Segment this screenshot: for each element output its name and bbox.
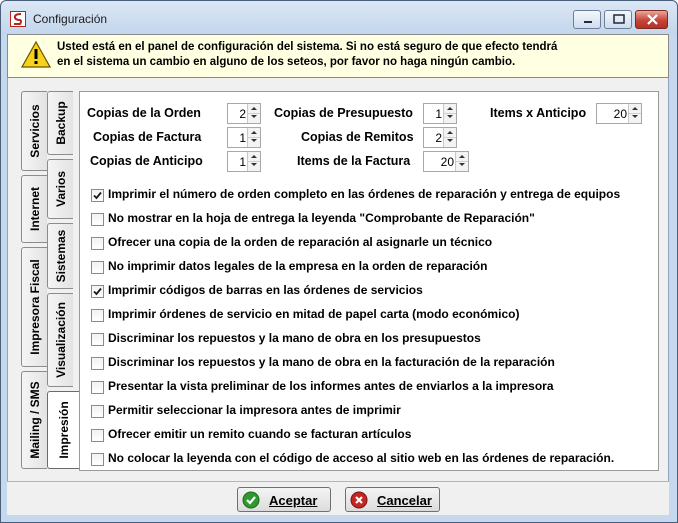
tab-internet[interactable] (21, 175, 47, 243)
copias-presupuesto-spinner[interactable] (423, 103, 457, 124)
option-checkbox[interactable] (91, 429, 104, 442)
option-checkbox[interactable] (91, 285, 104, 298)
copias-orden-value: 2 (239, 107, 246, 121)
copias-anticipo-label: Copias de Anticipo (90, 154, 203, 168)
copias-anticipo-spinner[interactable] (227, 151, 261, 172)
tab-visualizacion[interactable] (47, 293, 73, 387)
window-title: Configuración (33, 12, 108, 26)
option-label: Imprimir órdenes de servicio en mitad de papel carta (modo económico) (108, 307, 520, 321)
tab-servicios[interactable] (21, 91, 47, 171)
tab-internet-label: Internet (27, 186, 42, 232)
minimize-button[interactable] (573, 10, 601, 29)
option-checkbox[interactable] (91, 453, 104, 466)
tab-impresora-fiscal-label: Impresora Fiscal (27, 259, 42, 355)
cancel-icon (350, 491, 368, 509)
accept-button[interactable] (237, 487, 331, 512)
tab-backup[interactable] (47, 91, 73, 155)
close-button[interactable] (635, 10, 668, 29)
items-factura-spinner[interactable] (423, 151, 469, 172)
option-checkbox[interactable] (91, 357, 104, 370)
option-checkbox[interactable] (91, 333, 104, 346)
option-label: Presentar la vista preliminar de los informes antes de enviarlos a la impresora (108, 379, 554, 393)
option-label: Discriminar los repuestos y la mano de obra en los presupuestos (108, 331, 481, 345)
copias-factura-spinner[interactable] (227, 127, 261, 148)
spin-down-icon[interactable] (629, 113, 641, 122)
title-bar[interactable] (1, 1, 677, 35)
copias-anticipo-value: 1 (239, 155, 246, 169)
cancel-button-label: Cancelar (377, 493, 432, 508)
option-label: No imprimir datos legales de la empresa en la orden de reparación (108, 259, 488, 273)
cancel-button[interactable] (345, 487, 440, 512)
items-anticipo-spinner[interactable] (596, 103, 642, 124)
option-checkbox[interactable] (91, 237, 104, 250)
option-label: Discriminar los repuestos y la mano de obra en la facturación de la reparación (108, 355, 555, 369)
option-checkbox[interactable] (91, 213, 104, 226)
copias-factura-label: Copias de Factura (93, 130, 202, 144)
warning-banner (7, 34, 669, 78)
tab-visualizacion-label: Visualización (53, 302, 68, 378)
option-checkbox[interactable] (91, 189, 104, 202)
option-label: Imprimir códigos de barras en las órdenes de servicios (108, 283, 423, 297)
tab-sistemas[interactable] (47, 223, 73, 289)
copias-remitos-label: Copias de Remitos (301, 130, 414, 144)
option-checkbox[interactable] (91, 405, 104, 418)
option-label: Ofrecer una copia de la orden de reparación al asignarle un técnico (108, 235, 493, 249)
copias-orden-label: Copias de la Orden (87, 106, 201, 120)
app-logo-icon (10, 11, 26, 27)
warning-icon (21, 40, 51, 70)
tab-sistemas-label: Sistemas (53, 229, 68, 283)
copias-orden-spinner[interactable] (227, 103, 261, 124)
copias-presupuesto-value: 1 (435, 107, 442, 121)
option-label: No colocar la leyenda con el código de acceso al sitio web en las órdenes de reparación. (108, 451, 615, 465)
spin-down-icon[interactable] (248, 137, 260, 146)
tab-mailing-sms-label: Mailing / SMS (27, 381, 42, 459)
items-anticipo-label: Items x Anticipo (490, 106, 587, 120)
checkmark-icon (92, 190, 103, 201)
option-checkbox[interactable] (91, 381, 104, 394)
copias-remitos-spinner[interactable] (423, 127, 457, 148)
tab-impresora-fiscal[interactable] (21, 247, 47, 367)
spin-down-icon[interactable] (456, 161, 468, 170)
spin-down-icon[interactable] (444, 113, 456, 122)
warning-text-line2: en el sistema un cambio en alguno de los seteos, por favor no haga ningún cambio. (57, 56, 516, 68)
tab-mailing-sms[interactable] (21, 371, 47, 469)
tab-impresion-label: Impresión (57, 401, 71, 459)
maximize-button[interactable] (604, 10, 632, 29)
spin-down-icon[interactable] (248, 113, 260, 122)
warning-text-line1: Usted está en el panel de configuración del sistema. Si no está seguro de que efecto tendrá (57, 41, 558, 53)
items-anticipo-value: 20 (613, 107, 627, 121)
option-checkbox[interactable] (91, 309, 104, 322)
items-factura-label: Items de la Factura (297, 154, 411, 168)
option-label: Permitir seleccionar la impresora antes de imprimir (108, 403, 401, 417)
option-checkbox[interactable] (91, 261, 104, 274)
copias-remitos-value: 2 (435, 131, 442, 145)
spin-down-icon[interactable] (444, 137, 456, 146)
copias-factura-value: 1 (239, 131, 246, 145)
spin-down-icon[interactable] (248, 161, 260, 170)
tab-backup-label: Backup (53, 101, 68, 145)
option-label: No mostrar en la hoja de entrega la leyenda "Comprobante de Reparación" (108, 211, 535, 225)
checkmark-icon (92, 286, 103, 297)
tab-impresion[interactable] (47, 391, 80, 469)
option-label: Ofrecer emitir un remito cuando se facturan artículos (108, 427, 412, 441)
button-bar (7, 481, 669, 515)
tab-varios-label: Varios (53, 170, 68, 208)
accept-button-label: Aceptar (269, 493, 318, 508)
tab-varios[interactable] (47, 159, 73, 219)
tab-servicios-label: Servicios (27, 104, 42, 158)
items-factura-value: 20 (440, 155, 454, 169)
check-icon (242, 491, 260, 509)
option-label: Imprimir el número de orden completo en las órdenes de reparación y entrega de equipos (108, 187, 621, 201)
copias-presupuesto-label: Copias de Presupuesto (274, 106, 413, 120)
